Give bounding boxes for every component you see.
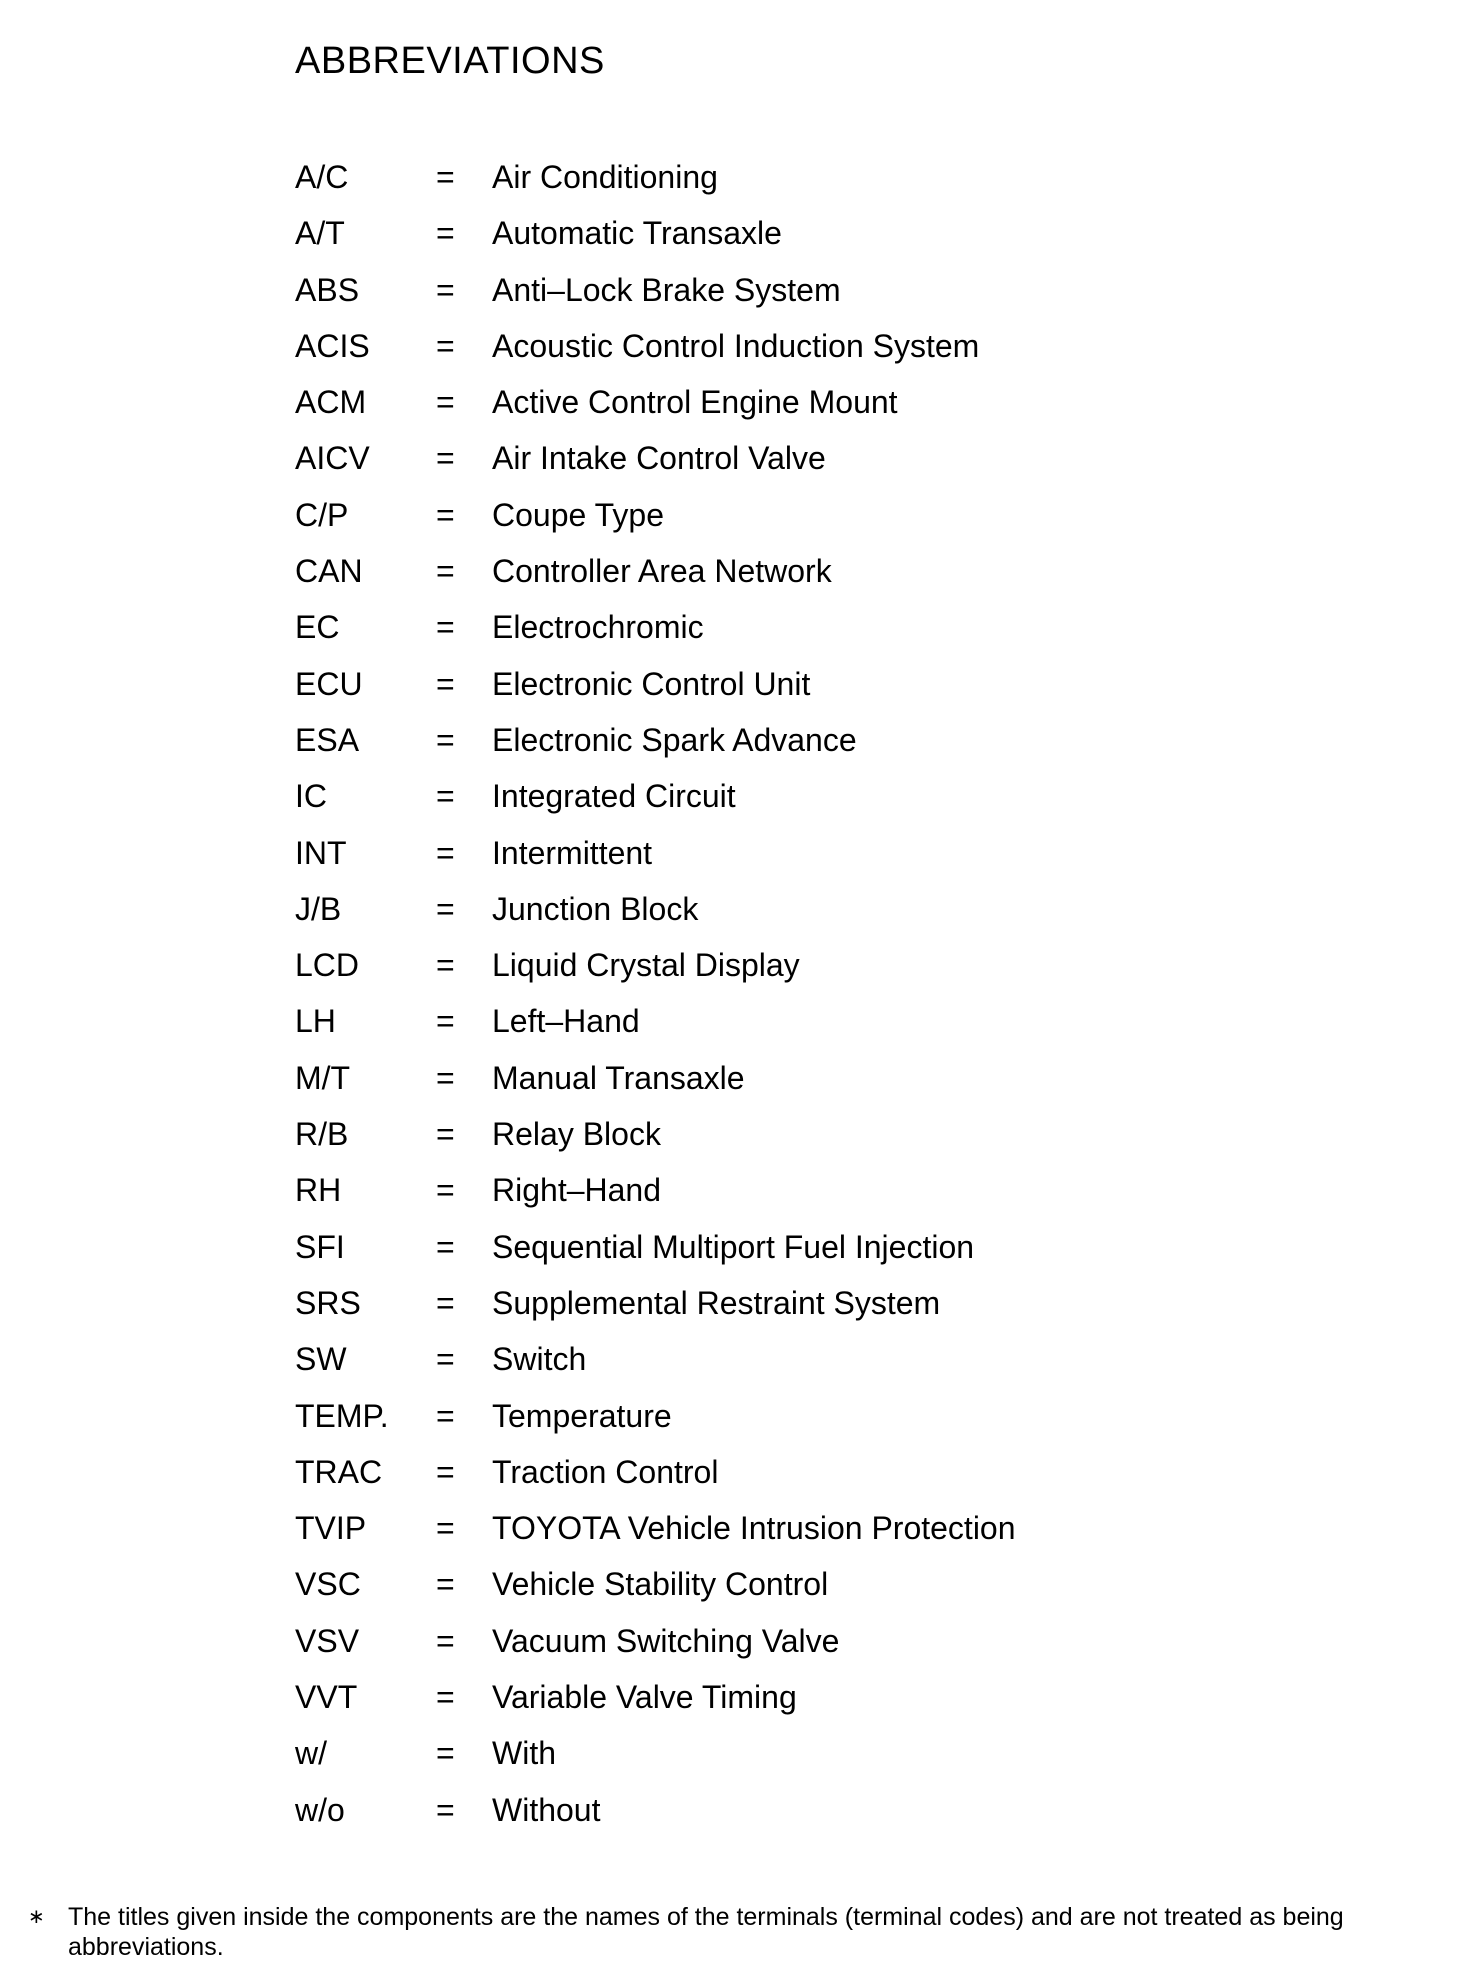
- abbreviation-meaning: Electrochromic: [492, 609, 704, 646]
- footnote-text: The titles given inside the components are the names of the terminals (terminal codes) and are not treated as being abbreviations.: [68, 1903, 1344, 1961]
- asterisk-icon: ∗: [28, 1906, 45, 1928]
- abbreviation-term: SRS: [295, 1284, 361, 1321]
- abbreviation-meaning: Variable Valve Timing: [492, 1679, 797, 1716]
- equals-sign: =: [436, 327, 455, 364]
- abbreviation-row: [295, 1052, 1195, 1108]
- abbreviation-row: [295, 1108, 1195, 1164]
- abbreviation-row: [295, 151, 1195, 207]
- equals-sign: =: [436, 1172, 455, 1209]
- abbreviation-row: [295, 489, 1195, 545]
- equals-sign: =: [436, 1116, 455, 1153]
- abbreviation-term: AICV: [295, 440, 370, 477]
- equals-sign: =: [436, 1791, 455, 1828]
- abbreviation-row: [295, 376, 1195, 432]
- equals-sign: =: [436, 1284, 455, 1321]
- equals-sign: =: [436, 665, 455, 702]
- abbreviation-row: [295, 770, 1195, 826]
- abbreviation-term: ACIS: [295, 327, 370, 364]
- abbreviation-meaning: Integrated Circuit: [492, 778, 736, 815]
- abbreviation-term: ACM: [295, 384, 367, 421]
- abbreviation-term: ECU: [295, 665, 363, 702]
- abbreviation-row: [295, 1164, 1195, 1220]
- abbreviation-meaning: Sequential Multiport Fuel Injection: [492, 1228, 975, 1265]
- equals-sign: =: [436, 384, 455, 421]
- equals-sign: =: [436, 1453, 455, 1490]
- abbreviation-term: w/: [295, 1735, 327, 1772]
- equals-sign: =: [436, 215, 455, 252]
- abbreviation-row: [295, 1333, 1195, 1389]
- abbreviation-row: [295, 658, 1195, 714]
- abbreviation-term: EC: [295, 609, 340, 646]
- abbreviation-meaning: Traction Control: [492, 1453, 719, 1490]
- abbreviation-meaning: Controller Area Network: [492, 553, 832, 590]
- equals-sign: =: [436, 496, 455, 533]
- abbreviation-term: R/B: [295, 1116, 349, 1153]
- equals-sign: =: [436, 1679, 455, 1716]
- abbreviation-meaning: TOYOTA Vehicle Intrusion Protection: [492, 1510, 1016, 1547]
- abbreviation-row: [295, 432, 1195, 488]
- abbreviation-meaning: Acoustic Control Induction System: [492, 327, 980, 364]
- equals-sign: =: [436, 1003, 455, 1040]
- abbreviation-row: [295, 1446, 1195, 1502]
- equals-sign: =: [436, 553, 455, 590]
- abbreviation-row: [295, 1221, 1195, 1277]
- abbreviation-meaning: Left–Hand: [492, 1003, 640, 1040]
- equals-sign: =: [436, 834, 455, 871]
- abbreviation-term: M/T: [295, 1059, 351, 1096]
- abbreviation-meaning: Vehicle Stability Control: [492, 1566, 829, 1603]
- abbreviation-list: [295, 151, 1195, 1840]
- abbreviation-term: ESA: [295, 721, 360, 758]
- abbreviation-meaning: Electronic Spark Advance: [492, 721, 857, 758]
- abbreviation-row: [295, 1671, 1195, 1727]
- abbreviation-term: TEMP.: [295, 1397, 389, 1434]
- abbreviation-row: [295, 939, 1195, 995]
- abbreviation-term: C/P: [295, 496, 349, 533]
- equals-sign: =: [436, 159, 455, 195]
- abbreviation-meaning: Anti–Lock Brake System: [492, 271, 841, 308]
- abbreviation-term: LH: [295, 1003, 336, 1040]
- abbreviation-meaning: With: [492, 1735, 556, 1772]
- abbreviation-meaning: Liquid Crystal Display: [492, 947, 800, 984]
- abbreviation-row: [295, 714, 1195, 770]
- equals-sign: =: [436, 778, 455, 815]
- abbreviation-term: INT: [295, 834, 347, 871]
- abbreviation-term: w/o: [295, 1791, 345, 1828]
- equals-sign: =: [436, 440, 455, 477]
- equals-sign: =: [436, 1341, 455, 1378]
- abbreviation-meaning: Relay Block: [492, 1116, 661, 1153]
- abbreviation-row: [295, 1502, 1195, 1558]
- equals-sign: =: [436, 271, 455, 308]
- abbreviation-term: SFI: [295, 1228, 345, 1265]
- abbreviation-term: J/B: [295, 890, 342, 927]
- page-title: ABBREVIATIONS: [295, 40, 605, 82]
- equals-sign: =: [436, 1059, 455, 1096]
- abbreviation-row: [295, 1727, 1195, 1783]
- abbreviation-meaning: Temperature: [492, 1397, 672, 1434]
- abbreviation-term: LCD: [295, 947, 360, 984]
- abbreviation-term: IC: [295, 778, 327, 815]
- abbreviation-row: [295, 1784, 1195, 1840]
- abbreviation-row: [295, 545, 1195, 601]
- abbreviation-term: SW: [295, 1341, 347, 1378]
- abbreviation-row: [295, 601, 1195, 657]
- equals-sign: =: [436, 1622, 455, 1659]
- abbreviation-meaning: Junction Block: [492, 890, 699, 927]
- abbreviation-term: VSV: [295, 1622, 360, 1659]
- equals-sign: =: [436, 1397, 455, 1434]
- abbreviation-meaning: Active Control Engine Mount: [492, 384, 898, 421]
- abbreviation-meaning: Electronic Control Unit: [492, 665, 811, 702]
- equals-sign: =: [436, 1735, 455, 1772]
- equals-sign: =: [436, 721, 455, 758]
- abbreviation-meaning: Switch: [492, 1341, 587, 1378]
- abbreviation-meaning: Vacuum Switching Valve: [492, 1622, 840, 1659]
- abbreviation-term: VSC: [295, 1566, 361, 1603]
- abbreviation-meaning: Air Conditioning: [492, 159, 718, 195]
- abbreviation-row: [295, 207, 1195, 263]
- abbreviation-row: [295, 1390, 1195, 1446]
- abbreviation-meaning: Coupe Type: [492, 496, 664, 533]
- abbreviation-meaning: Without: [492, 1791, 601, 1828]
- equals-sign: =: [436, 1510, 455, 1547]
- abbreviation-row: [295, 1615, 1195, 1671]
- abbreviation-term: CAN: [295, 553, 363, 590]
- equals-sign: =: [436, 947, 455, 984]
- abbreviation-meaning: Supplemental Restraint System: [492, 1284, 941, 1321]
- abbreviation-meaning: Intermittent: [492, 834, 653, 871]
- equals-sign: =: [436, 1566, 455, 1603]
- abbreviation-row: [295, 827, 1195, 883]
- abbreviation-term: TVIP: [295, 1510, 367, 1547]
- abbreviation-meaning: Right–Hand: [492, 1172, 661, 1209]
- abbreviation-term: ABS: [295, 271, 360, 308]
- abbreviation-row: [295, 995, 1195, 1051]
- abbreviation-row: [295, 264, 1195, 320]
- abbreviation-term: A/C: [295, 159, 349, 195]
- abbreviation-term: A/T: [295, 215, 345, 252]
- abbreviation-meaning: Air Intake Control Valve: [492, 440, 826, 477]
- abbreviation-row: [295, 1558, 1195, 1614]
- equals-sign: =: [436, 1228, 455, 1265]
- abbreviation-term: TRAC: [295, 1453, 383, 1490]
- equals-sign: =: [436, 609, 455, 646]
- abbreviation-term: RH: [295, 1172, 342, 1209]
- abbreviation-meaning: Manual Transaxle: [492, 1059, 745, 1096]
- abbreviation-row: [295, 320, 1195, 376]
- equals-sign: =: [436, 890, 455, 927]
- abbreviation-row: [295, 883, 1195, 939]
- abbreviation-term: VVT: [295, 1679, 358, 1716]
- abbreviation-row: [295, 1277, 1195, 1333]
- abbreviation-meaning: Automatic Transaxle: [492, 215, 782, 252]
